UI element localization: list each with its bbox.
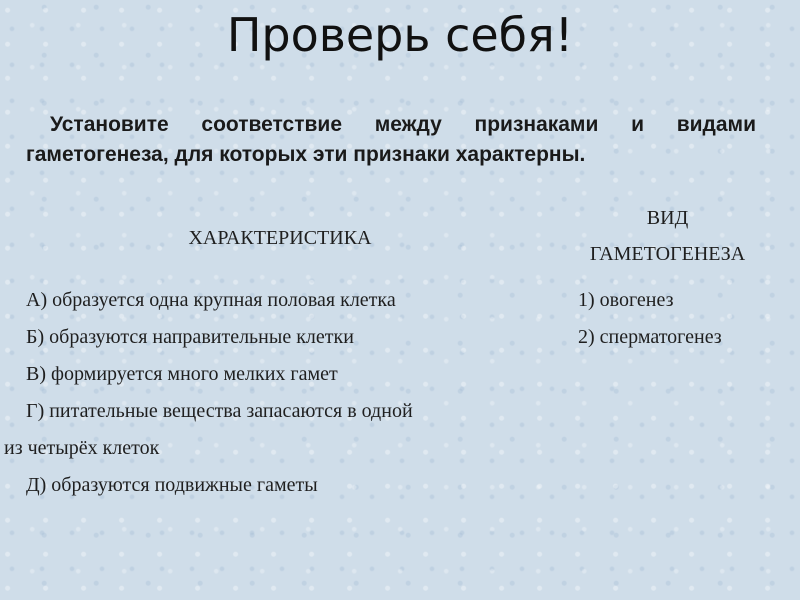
characteristic-item-g: Г) питательные вещества запасаются в одной (26, 400, 413, 422)
type-column-header (555, 200, 780, 272)
slide-title: Проверь себя! (226, 8, 574, 62)
gametogenesis-types-list (578, 282, 793, 356)
characteristic-item-v: В) формируется много мелких гамет (26, 363, 338, 385)
characteristic-header-text: ХАРАКТЕРИСТИКА (188, 227, 372, 249)
task-instruction: Установите соответствие между признаками и видами гаметогенеза, для которых эти признаки характерны. (26, 113, 756, 166)
type-header-line-1: ВИД (646, 207, 689, 229)
characteristic-item-a: А) образуется одна крупная половая клетка (26, 289, 396, 311)
type-option-2: 2) сперматогенез (578, 326, 722, 348)
type-header-line-2: ГАМЕТОГЕНЕЗА (589, 243, 746, 265)
characteristic-column-header (130, 220, 430, 256)
type-option-1: 1) овогенез (578, 289, 674, 311)
characteristics-list (0, 282, 560, 504)
characteristic-item-d: Д) образуются подвижные гаметы (26, 474, 318, 496)
characteristic-item-b: Б) образуются направительные клетки (26, 326, 354, 348)
characteristic-item-g-continuation: из четырёх клеток (4, 437, 160, 459)
